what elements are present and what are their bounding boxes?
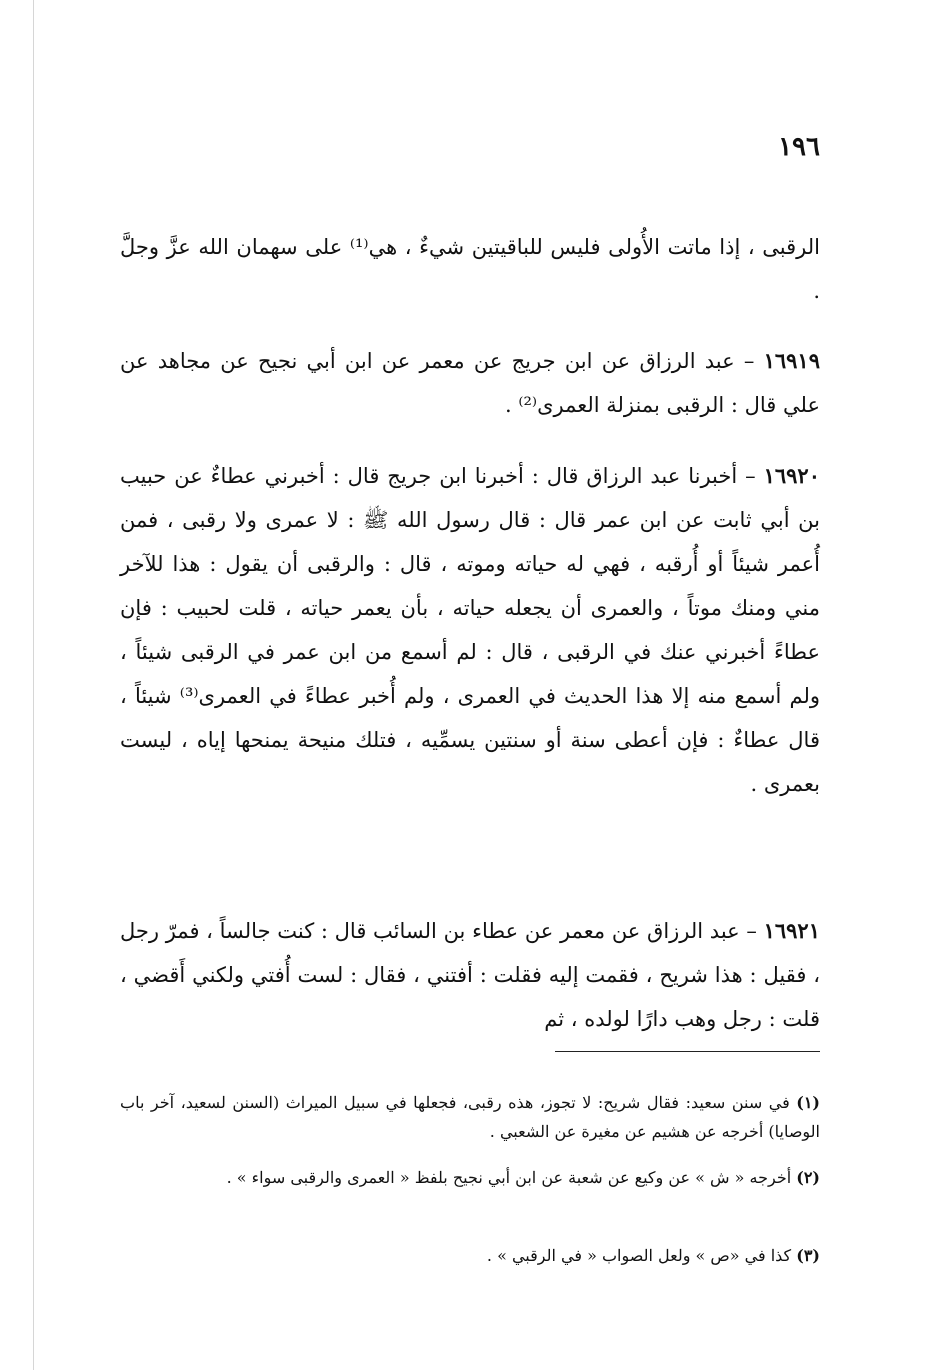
book-page [120,0,820,1370]
page-number: ١٩٦ [778,132,820,162]
footnote-number: (٣) [796,1246,820,1265]
hadith-16921 [120,909,820,1041]
paragraph-continuation [120,225,820,313]
footnote-text: في سنن سعيد: فقال شريح: لا تجوز، هذه رقبى، فجعلها في سبيل الميراث (السنن لسعيد، آخر باب الوصايا) أخرجه عن هشيم عن مغيرة عن الشعبي . [120,1093,820,1141]
footnote-1 [120,1088,820,1146]
scan-edge-line [33,0,34,1370]
footnote-3 [120,1241,820,1270]
footnote-text: أخرجه « ش » عن وكيع عن شعبة عن ابن أبي نجيح بلفظ « العمرى والرقبى سواء » . [226,1168,797,1187]
hadith-text: – عبد الرزاق عن معمر عن عطاء بن السائب قال : كنت جالساً ، فمرّ رجل ، فقيل : هذا شريح ، فقمت إليه فقلت : أفتني ، فقال : لست أُفتي ولكني أَقضي ، قلت : رجل وهب دارًا لولده ، ثم [120,919,820,1031]
footnote-separator [555,1051,820,1052]
footnote-number: (٢) [796,1168,820,1187]
hadith-text: – أخبرنا عبد الرزاق قال : أخبرنا ابن جريج قال : أخبرني عطاءٌ عن حبيب بن أبي ثابت عن ابن عمر قال : قال رسول الله ﷺ : لا عمرى ولا رقبى ، فمن أُعمر شيئاً أو أُرقبه ، فهي له حياته وموته ، قال : والرقبى أن يقول : هذا للآخر مني ومنك موتاً ، والعمرى أن يجعله حياته ، بأن يعمر حياته ، قلت لحبيب : فإن عطاءً أخبرني عنك في الرقبى ، قال : لم أسمع من ابن عمر في الرقبى شيئاً ، ولم أسمع منه إلا هذا الحديث في العمرى ، ولم أُخبر عطاءً في العمرى⁽³⁾ شيئاً ، قال عطاءٌ : فإن أعطى سنة أو سنتين يسمِّيه ، فتلك منيحة يمنحها إياه ، ليست بعمرى . [120,464,820,796]
hadith-number: ١٦٩٢١ [763,918,820,943]
footnote-number: (١) [796,1093,820,1112]
footnote-text: كذا في «ص » ولعل الصواب « في الرقبي » . [486,1246,797,1265]
paragraph-text: الرقبى ، إذا ماتت الأُولى فليس للباقيتين شيءٌ ، هي⁽¹⁾ على سهمان الله عزَّ وجلَّ . [120,235,821,303]
hadith-16920 [120,454,820,806]
hadith-16919 [120,339,820,427]
hadith-text: – عبد الرزاق عن ابن جريج عن معمر عن ابن أبي نجيح عن مجاهد عن علي قال : الرقبى بمنزلة العمرى⁽²⁾ . [120,349,820,417]
footnote-2 [120,1163,820,1192]
hadith-number: ١٦٩١٩ [763,348,820,373]
hadith-number: ١٦٩٢٠ [763,463,820,488]
